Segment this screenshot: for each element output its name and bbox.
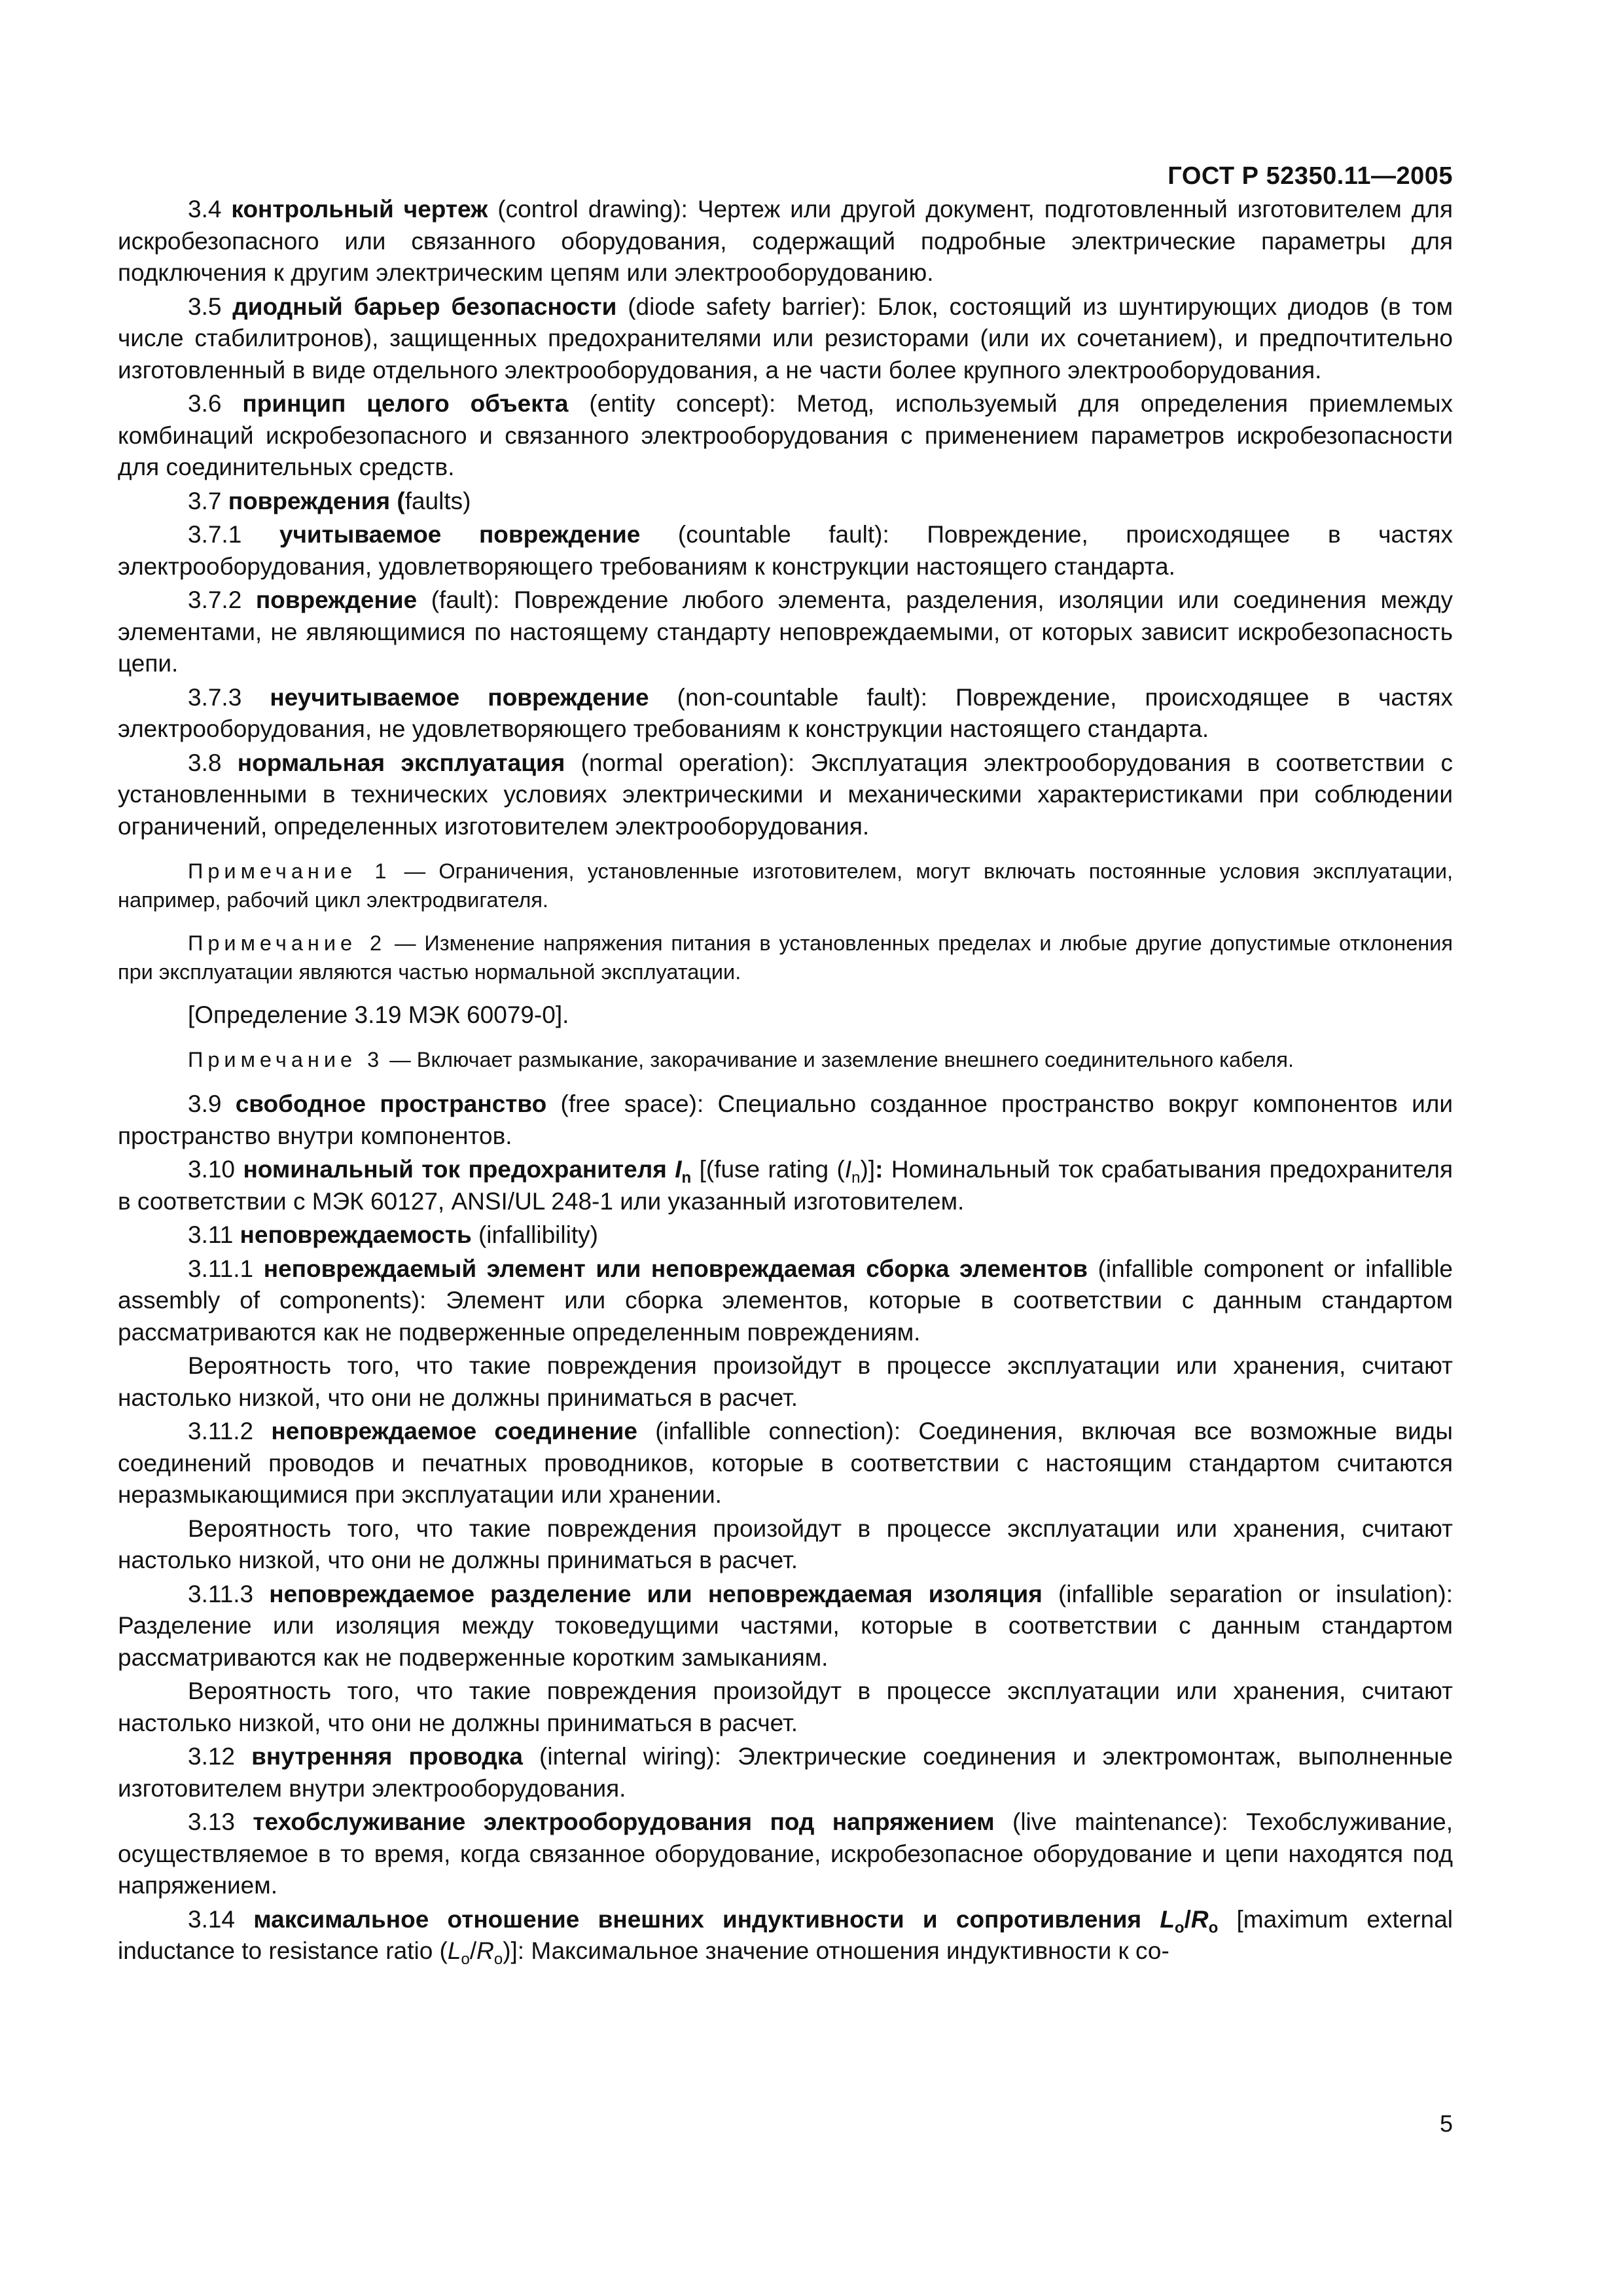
clause-number: 3.7.3 (188, 683, 270, 711)
clause-text: (control drawing): Чертеж или другой документ, подготовленный изготовителем для искробезопасного или связанного оборудования, содержащий подробные электрические параметры для подключения к другим электрическим цепям или электрооборудованию. (118, 196, 1453, 286)
clause-3-14 (118, 1904, 1453, 1967)
clause-3-11-3 (118, 1579, 1453, 1674)
clause-3-7-2 (118, 584, 1453, 680)
clause-3-11-2 (118, 1416, 1453, 1511)
clause-3-11-1 (118, 1253, 1453, 1349)
clause-term: диодный барьер безопасности (232, 293, 617, 320)
clause-term: техобслуживание электрооборудования под напряжением (253, 1808, 995, 1835)
clause-3-7 (118, 486, 1453, 518)
clause-number: 3.9 (188, 1090, 236, 1117)
clause-text: (countable fault): Повреждение, происходящее в частях электрооборудования, удовлетворяющего требованиям к конструкции настоящего стандарта. (118, 521, 1453, 580)
clause-number: 3.12 (188, 1743, 252, 1770)
clause-text: )]: Максимальное значение отношения индуктивности к со- (503, 1937, 1169, 1964)
clause-number: 3.11.1 (188, 1255, 264, 1282)
clause-number: 3.5 (188, 293, 233, 320)
symbol: I (844, 1156, 852, 1183)
page-number: 5 (1439, 2110, 1453, 2137)
clause-term: повреждения ( (228, 487, 405, 514)
clause-term: номинальный ток предохранителя (243, 1156, 675, 1183)
clause-3-11 (118, 1219, 1453, 1251)
note-label: Примечание 2 (188, 931, 387, 955)
slash: / (469, 1937, 477, 1964)
clause-term: неповреждаемость (240, 1221, 472, 1248)
clause-term: учитываемое повреждение (279, 521, 641, 548)
clause-text: (diode safety barrier): Блок, состоящий из шунтирующих диодов (в том числе стабилитронов), защищенных предохранителями или резисторами (или их сочетанием), и предпочтительно изготовленный в виде отдельного электрооборудования, а не части более крупного электрооборудования. (118, 293, 1454, 384)
probability-paragraph: Вероятность того, что такие повреждения произойдут в процессе эксплуатации или хранения, считают настолько низкой, что они не должны приниматься в расчет. (118, 1515, 1453, 1573)
clause-term: неповреждаемый элемент или неповреждаемая сборка элементов (263, 1255, 1088, 1282)
symbol: R (1190, 1905, 1209, 1933)
subscript: o (493, 1950, 503, 1968)
clause-text: (live maintenance): Техобслуживание, осуществляемое в то время, когда связанное оборудование, искробезопасное оборудование и цепи находятся под напряжением. (118, 1808, 1453, 1899)
subscript: o (1174, 1918, 1185, 1937)
clause-3-13 (118, 1806, 1453, 1902)
symbol: R (476, 1937, 494, 1964)
clause-text: (infallibility) (471, 1221, 598, 1248)
clause-number: 3.11 (188, 1221, 240, 1248)
clause-number: 3.6 (188, 390, 243, 417)
clause-text: (infallible connection): Соединения, включая все возможные виды соединений проводов и печатных проводников, которые в соответствии с настоящим стандартом считаются неразмыкающимися при эксплуатации или хранении. (118, 1418, 1453, 1508)
symbol: L (447, 1937, 461, 1964)
clause-term: нормальная эксплуатация (237, 749, 565, 776)
clause-text: (normal operation): Эксплуатация электрооборудования в соответствии с установленными в технических условиях электрическими и механическими характеристиками при соблюдении ограничений, определенных изготовителем электрооборудования. (118, 749, 1454, 840)
clause-term: неповреждаемое разделение или неповреждаемая изоляция (269, 1580, 1043, 1607)
clause-text: (non-countable fault): Повреждение, происходящее в частях электрооборудования, не удовлетворяющего требованиям к конструкции настоящего стандарта. (118, 683, 1453, 742)
clause-text: [maximum external inductance to resistance ratio ( (118, 1905, 1453, 1964)
note-text: — Изменение напряжения питания в установленных пределах и любые другие допустимые отклонения при эксплуатации являются частью нормальной эксплуатации. (118, 931, 1453, 984)
clause-term: неучитываемое повреждение (270, 683, 649, 711)
clause-text: (internal wiring): Электрические соединения и электромонтаж, выполненные изготовителем внутри электрооборудования. (118, 1743, 1454, 1802)
clause-text: [(fuse rating ( (691, 1156, 845, 1183)
subscript: o (461, 1950, 470, 1968)
colon: : (875, 1156, 883, 1183)
clause-text: )] (860, 1156, 876, 1183)
clause-text: Номинальный ток срабатывания предохранителя в соответствии с МЭК 60127, ANSI/UL 248-1 или указанный изготовителем. (118, 1156, 1453, 1215)
note-1 (118, 857, 1453, 914)
note-2 (118, 929, 1453, 986)
probability-paragraph: Вероятность того, что такие повреждения произойдут в процессе эксплуатации или хранения, считают настолько низкой, что они не должны приниматься в расчет. (118, 1677, 1453, 1736)
clause-3-12 (118, 1741, 1453, 1804)
document-body (118, 194, 1453, 1969)
subscript: o (1208, 1918, 1219, 1937)
clause-text: (free space): Специально созданное пространство вокруг компонентов или пространство внутри компонентов. (118, 1090, 1453, 1149)
symbol: L (1160, 1905, 1175, 1933)
note-3 (118, 1045, 1453, 1074)
clause-3-8 (118, 747, 1453, 843)
clause-3-10 (118, 1154, 1453, 1217)
clause-text: faults) (404, 487, 471, 514)
clause-text: (infallible component or infallible assembly of components): Элемент или сборка элементов, которые в соответствии с данным стандартом рассматриваются как не подверженные определенным повреждениям. (118, 1255, 1453, 1346)
subscript: n (851, 1169, 861, 1187)
document-header: ГОСТ Р 52350.11—2005 (1168, 162, 1453, 190)
clause-text: (infallible separation or insulation): Разделение или изоляция между токоведущими частями, которые в соответствии с данным стандартом рассматриваются как не подверженные коротким замыканиям. (118, 1580, 1454, 1671)
symbol: I (675, 1156, 682, 1183)
clause-number: 3.13 (188, 1808, 253, 1835)
clause-number: 3.7.2 (188, 586, 256, 613)
clause-term: принцип целого объекта (242, 390, 569, 417)
clause-term: свободное пространство (235, 1090, 547, 1117)
clause-text: (fault): Повреждение любого элемента, разделения, изоляции или соединения между элементами, не являющимися по настоящему стандарту неповреждаемыми, от которых зависит искробезопасность цепи. (118, 586, 1453, 677)
note-label: Примечание 1 (188, 859, 391, 883)
clause-3-7-3 (118, 682, 1453, 745)
note-text: — Ограничения, установленные изготовителем, могут включать постоянные условия эксплуатации, например, рабочий цикл электродвигателя. (118, 859, 1453, 912)
clause-number: 3.8 (188, 749, 238, 776)
clause-number: 3.11.3 (188, 1580, 270, 1607)
clause-number: 3.10 (188, 1156, 243, 1183)
clause-3-4 (118, 194, 1453, 289)
clause-number: 3.4 (188, 196, 232, 223)
definition-reference: [Определение 3.19 МЭК 60079-0]. (188, 1001, 569, 1028)
clause-3-9 (118, 1088, 1453, 1152)
clause-3-6 (118, 388, 1453, 484)
clause-number: 3.11.2 (188, 1418, 272, 1444)
note-label: Примечание 3 (188, 1048, 384, 1071)
document-page (118, 0, 1453, 2296)
clause-number: 3.14 (188, 1905, 254, 1933)
slash: / (1184, 1905, 1191, 1933)
clause-3-7-1 (118, 519, 1453, 583)
clause-term: повреждение (255, 586, 418, 613)
probability-paragraph: Вероятность того, что такие повреждения произойдут в процессе эксплуатации или хранения, считают настолько низкой, что они не должны приниматься в расчет. (118, 1352, 1453, 1411)
clause-term: максимальное отношение внешних индуктивности и сопротивления (253, 1905, 1160, 1933)
clause-3-5 (118, 291, 1453, 387)
clause-number: 3.7 (188, 487, 228, 514)
clause-term: контрольный чертеж (231, 196, 488, 223)
clause-number: 3.7.1 (188, 521, 279, 548)
clause-text: (entity concept): Метод, используемый для определения приемлемых комбинаций искробезопасного и связанного электрооборудования с применением параметров искробезопасности для соединительных средств. (118, 390, 1453, 480)
note-text: — Включает размыкание, закорачивание и заземление внешнего соединительного кабеля. (383, 1048, 1294, 1071)
clause-term: внутренняя проводка (251, 1743, 523, 1770)
clause-term: неповреждаемое соединение (271, 1418, 637, 1444)
subscript: n (681, 1169, 692, 1187)
